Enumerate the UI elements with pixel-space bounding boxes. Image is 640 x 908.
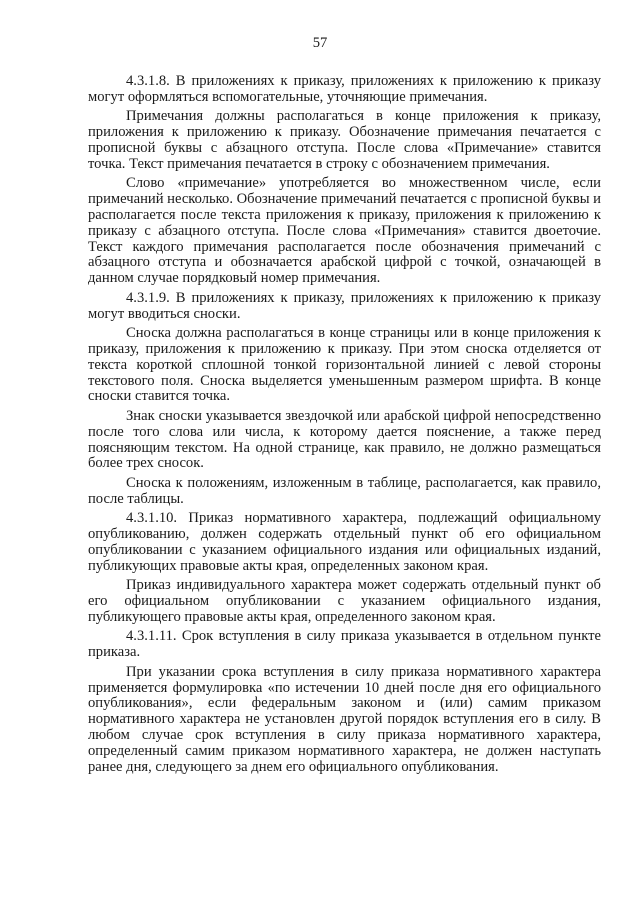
paragraph-notes-plural: Слово «примечание» употребляется во множественном числе, если примечаний несколько. Обозначение примечаний печатается с прописной буквы и располагается после текста приложения к приказу, приложения к приложению к приказу с абзацного отступа. После слова «Примечания» ставится двоеточие. Текст каждого примечания располагается после обозначения примечаний с абзацного отступа и обозначается арабской цифрой с точкой, означающей в данном случае порядковый номер примечания.	[88, 175, 601, 287]
page-number: 57	[312, 35, 328, 51]
paragraph-notes-placement: Примечания должны располагаться в конце приложения к приказу, приложения к приложению к приказу. Обозначение примечания печатается с прописной буквы с абзацного отступа. После слова «Примечание» ставится точка. Текст примечания печатается в строку с обозначением примечания.	[88, 108, 601, 172]
paragraph-individual-order: Приказ индивидуального характера может содержать отдельный пункт об его официальном опубликовании с указанием официального издания, публикующего правовые акты края, определенного законом края.	[88, 577, 601, 625]
paragraph-footnote-placement: Сноска должна располагаться в конце страницы или в конце приложения к приказу, приложения к приложению к приказу. При этом сноска отделяется от текста короткой сплошной тонкой горизонтальной линией с левой стороны текстового поля. Сноска выделяется уменьшенным размером шрифта. В конце сноски ставится точка.	[88, 325, 601, 405]
paragraph-4-3-1-8: 4.3.1.8. В приложениях к приказу, приложениях к приложению к приказу могут оформляться вспомогательные, уточняющие примечания.	[88, 73, 601, 105]
paragraph-entry-into-force: При указании срока вступления в силу приказа нормативного характера применяется формулировка «по истечении 10 дней после дня его официального опубликования», если федеральным законом и (или) самим приказом нормативного характера не установлен другой порядок вступления его в силу. В любом случае срок вступления в силу приказа нормативного характера, определенный самим приказом нормативного характера, не должен наступать ранее дня, следующего за днем его официального опубликования.	[88, 663, 601, 775]
paragraph-4-3-1-9: 4.3.1.9. В приложениях к приказу, приложениях к приложению к приказу могут вводиться сноски.	[88, 289, 601, 322]
paragraph-footnote-table: Сноска к положениям, изложенным в таблице, располагается, как правило, после таблицы.	[88, 474, 601, 507]
paragraph-4-3-1-10: 4.3.1.10. Приказ нормативного характера, подлежащий официальному опубликованию, должен содержать отдельный пункт об его официальном опубликовании с указанием официального издания или официальных изданий, публикующих правовые акты края, определенных законом края.	[88, 510, 601, 574]
document-body	[88, 74, 601, 779]
paragraph-4-3-1-11: 4.3.1.11. Срок вступления в силу приказа указывается в отдельном пункте приказа.	[88, 628, 601, 661]
paragraph-footnote-mark: Знак сноски указывается звездочкой или арабской цифрой непосредственно после того слова или числа, к которому дается пояснение, а также перед поясняющим текстом. На одной странице, как правило, не должно размещаться более трех сносок.	[88, 407, 601, 472]
